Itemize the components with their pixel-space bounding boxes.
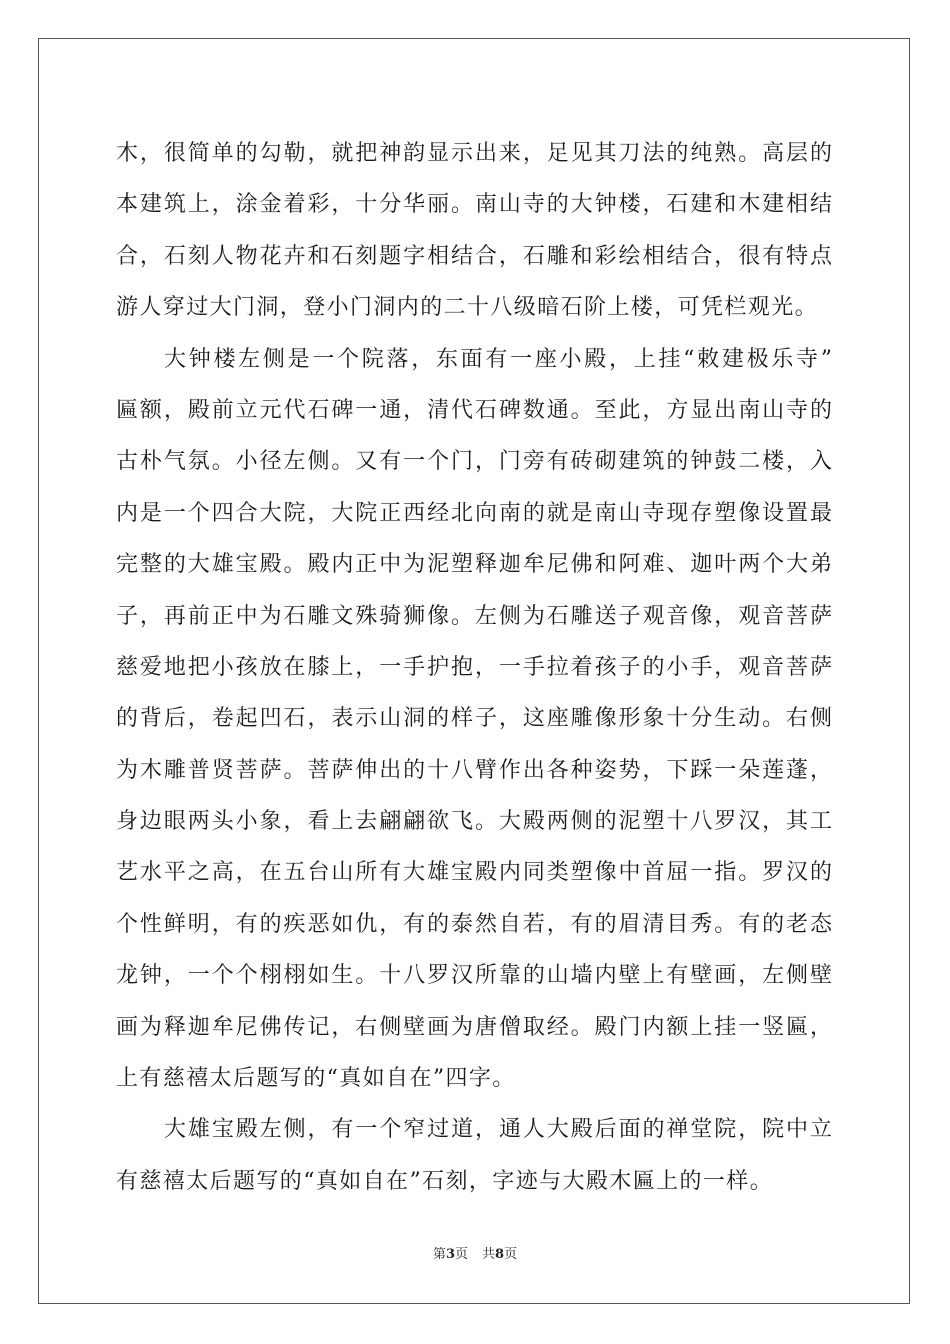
- text-line: 木，很简单的勾勒，就把神韵显示出来，足见其刀法的纯熟。高层的: [116, 141, 832, 166]
- text-line: 游人穿过大门洞，登小门洞内的二十八级暗石阶上楼，可凭栏观光。: [116, 295, 819, 321]
- text-line: 大钟楼左侧是一个院落，东面有一座小殿，上挂“敕建极乐寺”: [164, 346, 832, 372]
- total-suffix: 页: [504, 1247, 518, 1262]
- text-line: 的背后，卷起凹石，表示山洞的样子，这座雕像形象十分生动。右侧: [116, 706, 832, 732]
- text-line: 子，再前正中为石雕文殊骑狮像。左侧为石雕送子观音像，观音菩萨: [116, 603, 832, 629]
- page-footer: [0, 1246, 950, 1264]
- text-line: 有慈禧太后题写的“真如自在”石刻，字迹与大殿木匾上的一样。: [116, 1168, 774, 1194]
- text-line: 古朴气氛。小径左侧。又有一个门，门旁有砖砌建筑的钟鼓二楼，入: [116, 449, 832, 475]
- text-line: 艺水平之高，在五台山所有大雄宝殿内同类塑像中首屈一指。罗汉的: [116, 860, 832, 886]
- text-line: 匾额，殿前立元代石碑一通，清代石碑数通。至此，方显出南山寺的: [116, 397, 832, 423]
- text-line: 身边眼两头小象，看上去翩翩欲飞。大殿两侧的泥塑十八罗汉，其工: [116, 809, 832, 835]
- text-line: 画为释迦牟尼佛传记，右侧壁画为唐僧取经。殿门内额上挂一竖匾，: [116, 1014, 832, 1040]
- text-line: 慈爱地把小孩放在膝上，一手护抱，一手拉着孩子的小手，观音菩萨: [116, 654, 832, 680]
- page-number: 3: [445, 1247, 455, 1262]
- text-line: 上有慈禧太后题写的“真如自在”四字。: [116, 1066, 516, 1092]
- page-suffix: 页: [454, 1247, 468, 1262]
- text-line: 为木雕普贤菩萨。菩萨伸出的十八臂作出各种姿势，下踩一朵莲蓬，: [116, 757, 832, 783]
- text-line: 大雄宝殿左侧，有一个窄过道，通人大殿后面的禅堂院，院中立: [164, 1117, 832, 1143]
- text-line: 合，石刻人物花卉和石刻题字相结合，石雕和彩绘相结合，很有特点: [116, 243, 832, 269]
- paragraph: [116, 1104, 832, 1207]
- total-pages: 8: [495, 1247, 505, 1262]
- paragraph: [116, 128, 832, 334]
- total-prefix: 共: [482, 1247, 496, 1262]
- text-line: 龙钟，一个个栩栩如生。十八罗汉所靠的山墙内壁上有壁画，左侧壁: [116, 963, 832, 989]
- page-prefix: 第: [432, 1247, 446, 1262]
- text-line: 个性鲜明，有的疾恶如仇，有的泰然自若，有的眉清目秀。有的老态: [116, 911, 832, 937]
- text-line: 内是一个四合大院，大院正西经北向南的就是南山寺现存塑像设置最: [116, 500, 832, 526]
- paragraph: [116, 334, 832, 1105]
- document-body: [116, 128, 832, 1207]
- text-line: 本建筑上，涂金着彩，十分华丽。南山寺的大钟楼，石建和木建相结: [116, 192, 832, 218]
- text-line: 完整的大雄宝殿。殿内正中为泥塑释迦牟尼佛和阿难、迦叶两个大弟: [116, 552, 832, 578]
